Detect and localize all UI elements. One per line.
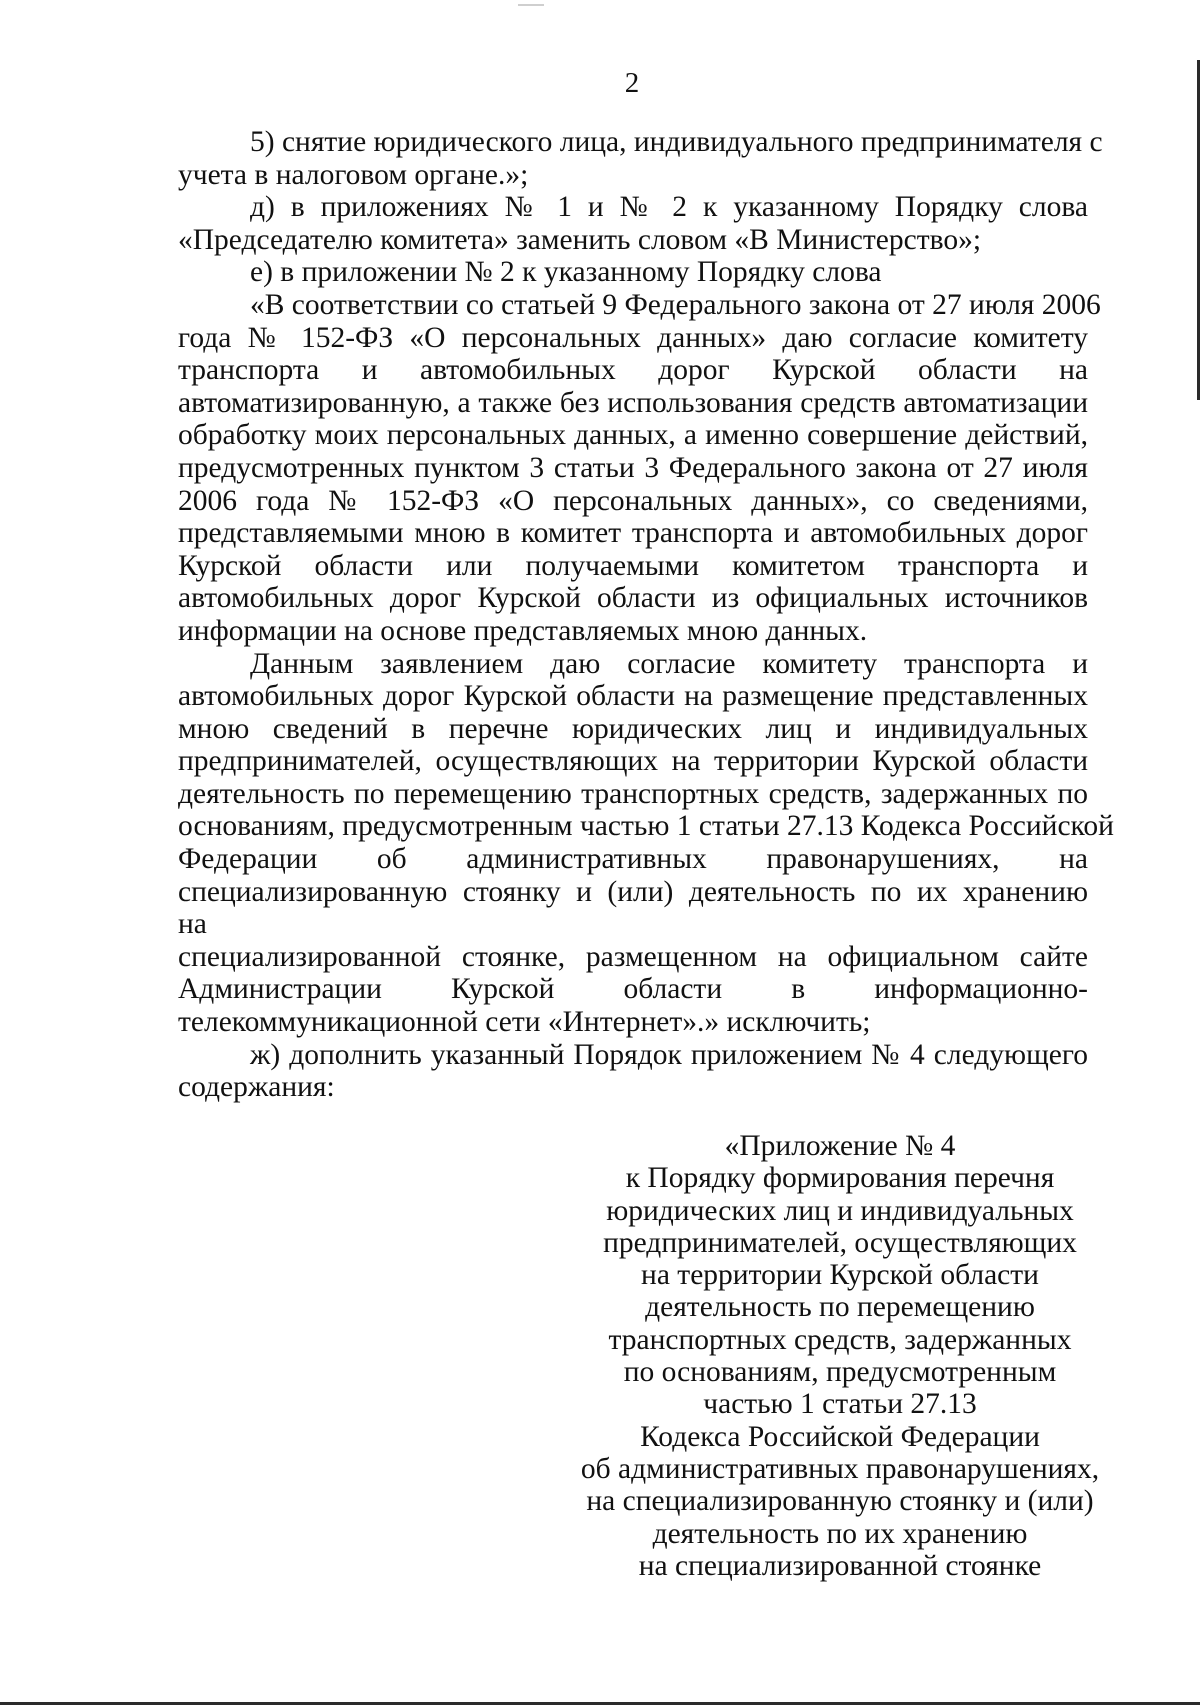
text-line: Федерации об административных правонарушениях, на xyxy=(178,843,1088,876)
text-line: года № 152-ФЗ «О персональных данных» даю согласие комитету xyxy=(178,321,1088,354)
text-line: Администрации Курской области в информационно- xyxy=(178,973,1088,1006)
text-line: информации на основе представляемых мною данных. xyxy=(178,614,868,647)
text-line: предпринимателей, осуществляющих на территории Курской области xyxy=(178,745,1088,778)
text-line: представляемыми мною в комитет транспорта и автомобильных дорог xyxy=(178,517,1088,550)
appendix-line: транспортных средств, задержанных xyxy=(608,1323,1072,1356)
text-line: автоматизированную, а также без использования средств автоматизации xyxy=(178,386,1088,419)
text-line: автомобильных дорог Курской области из официальных источников xyxy=(178,582,1088,615)
page-number: 2 xyxy=(624,67,640,99)
appendix-line: на территории Курской области xyxy=(641,1259,1039,1292)
text-line: «В соответствии со статьей 9 Федерального закона от 27 июля 2006 xyxy=(250,288,1101,321)
text-line: телекоммуникационной сети «Интернет».» исключить; xyxy=(178,1006,871,1039)
appendix-heading xyxy=(580,1130,1100,1582)
text-line: на xyxy=(178,908,207,941)
text-line: специализированную стоянку и (или) деятельность по их хранению xyxy=(178,875,1088,908)
appendix-line: на специализированную стоянку и (или) xyxy=(586,1485,1094,1518)
text-line: специализированной стоянке, размещенном на официальном сайте xyxy=(178,940,1088,973)
appendix-line: Кодекса Российской Федерации xyxy=(640,1420,1040,1453)
appendix-line: предпринимателей, осуществляющих xyxy=(603,1226,1077,1259)
text-line: деятельность по перемещению транспортных средств, задержанных по xyxy=(178,777,1088,810)
text-line: «Председателю комитета» заменить словом «В Министерство»; xyxy=(178,223,982,256)
text-line: автомобильных дорог Курской области на размещение представленных xyxy=(178,680,1088,713)
appendix-line: к Порядку формирования перечня xyxy=(625,1162,1055,1195)
text-line: обработку моих персональных данных, а именно совершение действий, xyxy=(178,419,1088,452)
appendix-line: об административных правонарушениях, xyxy=(580,1452,1100,1485)
appendix-line: деятельность по перемещению xyxy=(645,1291,1035,1324)
text-line: предусмотренных пунктом 3 статьи 3 Федерального закона от 27 июля xyxy=(178,451,1088,484)
text-line: основаниям, предусмотренным частью 1 статьи 27.13 Кодекса Российской xyxy=(178,810,1114,843)
appendix-line: юридических лиц и индивидуальных xyxy=(606,1194,1074,1227)
appendix-line: на специализированной стоянке xyxy=(638,1549,1042,1582)
text-line: Курской области или получаемыми комитетом транспорта и xyxy=(178,549,1088,582)
appendix-line: «Приложение № 4 xyxy=(724,1130,956,1162)
text-line: содержания: xyxy=(178,1071,335,1104)
text-line: 5) снятие юридического лица, индивидуального предпринимателя с xyxy=(250,126,1103,158)
text-line: учета в налоговом органе.»; xyxy=(178,158,529,191)
text-line: е) в приложении № 2 к указанному Порядку слова xyxy=(250,256,882,289)
scan-mark xyxy=(518,4,544,6)
text-line: д) в приложениях № 1 и № 2 к указанному Порядку слова xyxy=(250,191,1088,224)
body-text xyxy=(178,126,1114,1104)
appendix-line: по основаниям, предусмотренным xyxy=(623,1356,1057,1389)
text-line: транспорта и автомобильных дорог Курской области на xyxy=(178,354,1088,387)
appendix-line: деятельность по их хранению xyxy=(652,1517,1028,1550)
text-line: мною сведений в перечне юридических лиц и индивидуальных xyxy=(178,712,1088,745)
appendix-line: частью 1 статьи 27.13 xyxy=(703,1388,977,1421)
text-line: Данным заявлением даю согласие комитету транспорта и xyxy=(250,647,1088,680)
text-line: ж) дополнить указанный Порядок приложением № 4 следующего xyxy=(250,1038,1088,1071)
text-line: 2006 года № 152-ФЗ «О персональных данных», со сведениями, xyxy=(178,484,1088,517)
